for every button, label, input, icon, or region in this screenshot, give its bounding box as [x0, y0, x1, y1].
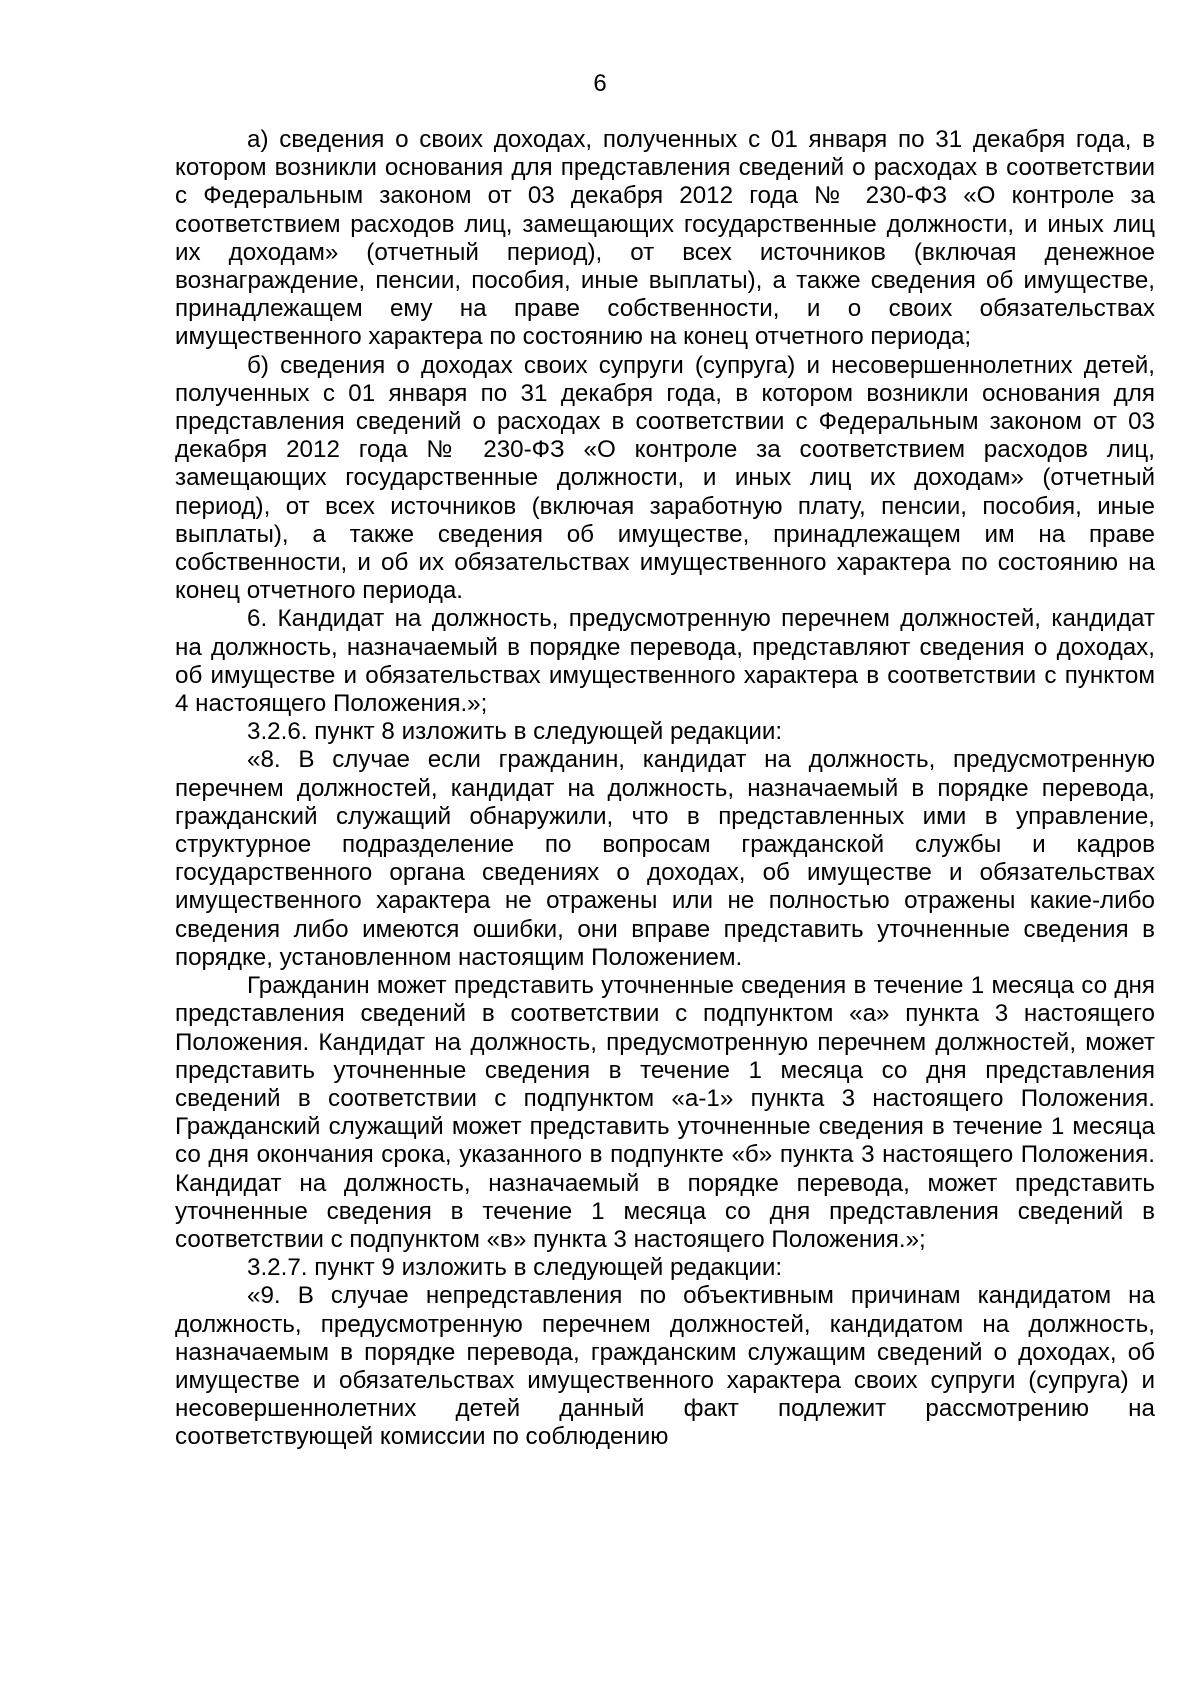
- paragraph-amendment-3-2-7: 3.2.7. пункт 9 изложить в следующей редакции:: [247, 1254, 783, 1282]
- paragraph-item-8: «8. В случае если гражданин, кандидат на должность, предусмотренную перечнем должностей, кандидат на должность, назначаемый в порядке перевода, гражданский служащий обнаружили, что в представленных ими в управление, структурное подразделение по вопросам гражданской службы и кадров государственного органа сведениях о доходах, об имуществе и обязательствах имущественного характера не отражены или не полностью отражены какие-либо сведения либо имеются ошибки, они вправе представить уточненные сведения в порядке, установленном настоящим Положением.: [175, 746, 1155, 971]
- paragraph-income-self: а) сведения о своих доходах, полученных с 01 января по 31 декабря года, в котором возникли основания для представления сведений о расходах в соответствии с Федеральным законом от 03 декабря 2012 года № 230-ФЗ «О контроле за соответствием расходов лиц, замещающих государственные должности, и иных лиц их доходам» (отчетный период), от всех источников (включая денежное вознаграждение, пенсии, пособия, иные выплаты), а также сведения об имуществе, принадлежащем ему на праве собственности, и о своих обязательствах имущественного характера по состоянию на конец отчетного периода;: [175, 126, 1155, 351]
- paragraph-item-6: 6. Кандидат на должность, предусмотренную перечнем должностей, кандидат на должность, назначаемый в порядке перевода, представляют сведения о доходах, об имуществе и обязательствах имущественного характера в соответствии с пунктом 4 настоящего Положения.»;: [175, 605, 1155, 718]
- paragraph-amendment-3-2-6: 3.2.6. пункт 8 изложить в следующей редакции:: [247, 718, 783, 746]
- paragraph-item-9: «9. В случае непредставления по объективным причинам кандидатом на должность, предусмотренную перечнем должностей, кандидатом на должность, назначаемым в порядке перевода, гражданским служащим сведений о доходах, об имуществе и обязательствах имущественного характера своих супруги (супруга) и несовершеннолетних детей данный факт подлежит рассмотрению на соответствующей комиссии по соблюдению: [175, 1282, 1155, 1451]
- paragraph-clarified-info: Гражданин может представить уточненные сведения в течение 1 месяца со дня представления сведений в соответствии с подпунктом «а» пункта 3 настоящего Положения. Кандидат на должность, предусмотренную перечнем должностей, может представить уточненные сведения в течение 1 месяца со дня представления сведений в соответствии с подпунктом «а-1» пункта 3 настоящего Положения. Гражданский служащий может представить уточненные сведения в течение 1 месяца со дня окончания срока, указанного в подпункте «б» пункта 3 настоящего Положения. Кандидат на должность, назначаемый в порядке перевода, может представить уточненные сведения в течение 1 месяца со дня представления сведений в соответствии с подпунктом «в» пункта 3 настоящего Положения.»;: [175, 972, 1155, 1253]
- document-body: [175, 126, 1155, 1452]
- page-number: 6: [593, 70, 607, 97]
- paragraph-income-family: б) сведения о доходах своих супруги (супруга) и несовершеннолетних детей, полученных с 01 января по 31 декабря года, в котором возникли основания для представления сведений о расходах в соответствии с Федеральным законом от 03 декабря 2012 года № 230-ФЗ «О контроле за соответствием расходов лиц, замещающих государственные должности, и иных лиц их доходам» (отчетный период), от всех источников (включая заработную плату, пенсии, пособия, иные выплаты), а также сведения об имуществе, принадлежащем им на праве собственности, и об их обязательствах имущественного характера по состоянию на конец отчетного периода.: [175, 351, 1155, 605]
